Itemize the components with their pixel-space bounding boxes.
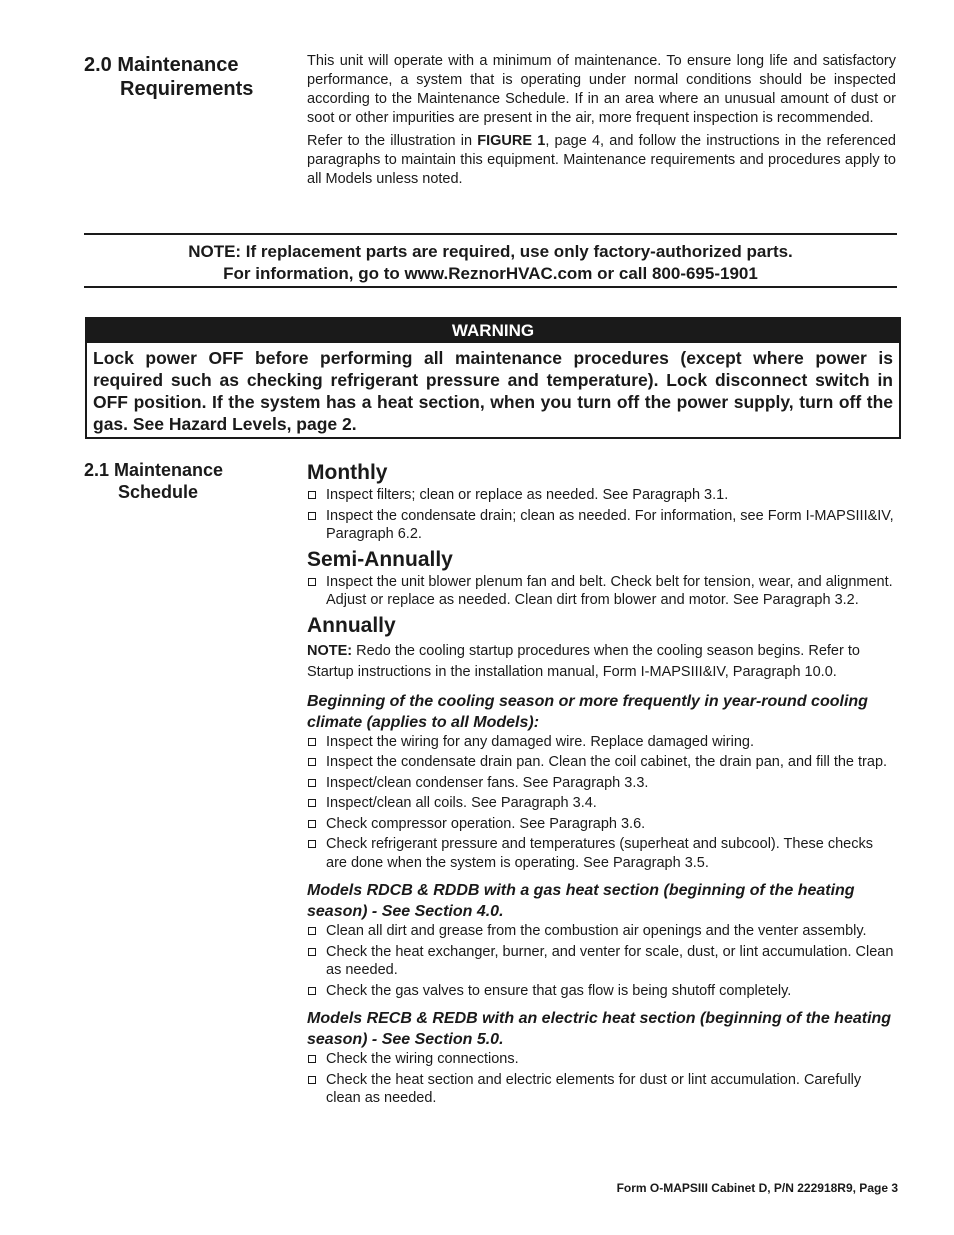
section-2-1-title bbox=[84, 459, 223, 503]
monthly-heading: Monthly bbox=[307, 461, 388, 484]
warning-body: Lock power OFF before performing all maintenance procedures (except where power is required such as checking refrigerant pressure and temperature). Lock disconnect switch in OFF position. If the system has a heat section, when you turn off the power supply, turn off the gas. See Hazard Levels, page 2. bbox=[93, 348, 893, 434]
list-item bbox=[307, 794, 897, 813]
note-label: NOTE: bbox=[307, 642, 353, 659]
gas-heat-list bbox=[307, 922, 897, 1000]
checkbox-icon bbox=[308, 799, 316, 807]
intro-paragraph-2 bbox=[307, 132, 896, 189]
checkbox-icon bbox=[308, 738, 316, 746]
list-item bbox=[307, 753, 897, 772]
checkbox-icon bbox=[308, 758, 316, 766]
checkbox-icon bbox=[308, 840, 316, 848]
list-item-text: Inspect filters; clean or replace as needed. See Paragraph 3.1. bbox=[326, 487, 729, 503]
checkbox-icon bbox=[308, 927, 316, 935]
list-item-text: Check the heat section and electric elements for dust or lint accumulation. Carefully clean as needed. bbox=[326, 1071, 862, 1106]
section-2-1-title-line2: Schedule bbox=[118, 482, 199, 502]
semi-annually-heading: Semi-Annually bbox=[307, 547, 453, 571]
list-item bbox=[307, 815, 897, 834]
checkbox-icon bbox=[308, 1076, 316, 1084]
list-item-text: Check the heat exchanger, burner, and venter for scale, dust, or lint accumulation. Clean as needed. bbox=[326, 943, 894, 978]
list-item-text: Check the wiring connections. bbox=[326, 1051, 519, 1067]
list-item bbox=[307, 943, 897, 980]
list-item bbox=[307, 573, 897, 610]
warning-box bbox=[85, 317, 901, 439]
intro-p2-before: Refer to the illustration in bbox=[307, 133, 478, 149]
list-item bbox=[307, 486, 897, 505]
list-item-text: Inspect the condensate drain; clean as needed. For information, see Form I-MAPSIII&IV, Paragraph 6.2. bbox=[326, 507, 894, 542]
semi-annually-list bbox=[307, 573, 897, 610]
intro-p2-after: , page 4, and follow the instructions in the referenced paragraphs to maintain this equipment. Maintenance requirements and procedures apply to all Models unless noted. bbox=[307, 133, 896, 187]
checkbox-icon bbox=[308, 578, 316, 586]
note-text: Redo the cooling startup procedures when the cooling season begins. Refer to Startup instructions in the installation manual, Form I-MAPSIII&IV, Paragraph 10.0. bbox=[307, 642, 860, 680]
maintenance-schedule bbox=[307, 460, 897, 1110]
list-item bbox=[307, 835, 897, 872]
checkbox-icon bbox=[308, 820, 316, 828]
cooling-season-heading: Beginning of the cooling season or more frequently in year-round cooling climate (applies to all Models): bbox=[307, 692, 868, 731]
list-item-text: Clean all dirt and grease from the combustion air openings and the venter assembly. bbox=[326, 923, 867, 939]
electric-heat-list bbox=[307, 1050, 897, 1108]
checkbox-icon bbox=[308, 512, 316, 520]
list-item bbox=[307, 982, 897, 1001]
electric-heat-heading: Models RECB & REDB with an electric heat section (beginning of the heating season) - See Section 5.0. bbox=[307, 1010, 892, 1048]
annually-heading: Annually bbox=[307, 613, 396, 637]
list-item bbox=[307, 774, 897, 793]
list-item-text: Inspect the wiring for any damaged wire. Replace damaged wiring. bbox=[326, 733, 754, 750]
list-item bbox=[307, 507, 897, 544]
intro-paragraph-1: This unit will operate with a minimum of maintenance. To ensure long life and satisfactory performance, a system that is operating under normal conditions should be inspected according to the Maintenance Schedule. If in an area where an unusual amount of dust or soot or other impurities are present in the air, more frequent inspection is recommended. bbox=[307, 53, 896, 126]
monthly-list bbox=[307, 486, 897, 544]
intro-text bbox=[307, 52, 896, 193]
checkbox-icon bbox=[308, 1055, 316, 1063]
list-item bbox=[307, 733, 897, 752]
replacement-parts-note bbox=[84, 233, 897, 288]
list-item-text: Inspect the condensate drain pan. Clean the coil cabinet, the drain pan, and fill the trap. bbox=[326, 754, 888, 770]
list-item-text: Inspect/clean all coils. See Paragraph 3.4. bbox=[326, 795, 597, 811]
list-item bbox=[307, 922, 897, 941]
section-2-0-title-line1: 2.0 Maintenance bbox=[84, 54, 239, 76]
checkbox-icon bbox=[308, 987, 316, 995]
list-item-text: Inspect the unit blower plenum fan and belt. Check belt for tension, wear, and alignment. Adjust or replace as needed. Clean dirt from blower and motor. See Paragraph 3.2. bbox=[326, 573, 893, 608]
note-line-2: For information, go to www.ReznorHVAC.com or call 800-695-1901 bbox=[223, 264, 758, 283]
annually-note bbox=[307, 641, 897, 683]
gas-heat-heading: Models RDCB & RDDB with a gas heat section (beginning of the heating season) - See Section 4.0. bbox=[307, 882, 855, 920]
list-item-text: Check the gas valves to ensure that gas flow is being shutoff completely. bbox=[326, 982, 792, 999]
list-item bbox=[307, 1071, 897, 1108]
list-item-text: Check refrigerant pressure and temperatures (superheat and subcool). These checks are done when the system is operating. See Paragraph 3.5. bbox=[326, 836, 873, 871]
checkbox-icon bbox=[308, 491, 316, 499]
note-line-1: NOTE: If replacement parts are required, use only factory-authorized parts. bbox=[188, 242, 793, 261]
list-item-text: Check compressor operation. See Paragraph 3.6. bbox=[326, 815, 646, 832]
page-footer: Form O-MAPSIII Cabinet D, P/N 222918R9, Page 3 bbox=[616, 1181, 898, 1195]
warning-heading: WARNING bbox=[87, 319, 899, 343]
list-item bbox=[307, 1050, 897, 1069]
figure-1-reference: FIGURE 1 bbox=[477, 133, 546, 149]
checkbox-icon bbox=[308, 948, 316, 956]
cooling-list bbox=[307, 733, 897, 873]
list-item-text: Inspect/clean condenser fans. See Paragraph 3.3. bbox=[326, 774, 649, 791]
section-2-1-title-line1: 2.1 Maintenance bbox=[84, 460, 224, 480]
checkbox-icon bbox=[308, 779, 316, 787]
section-2-0-title bbox=[84, 53, 253, 101]
section-2-0-title-line2: Requirements bbox=[120, 78, 254, 100]
